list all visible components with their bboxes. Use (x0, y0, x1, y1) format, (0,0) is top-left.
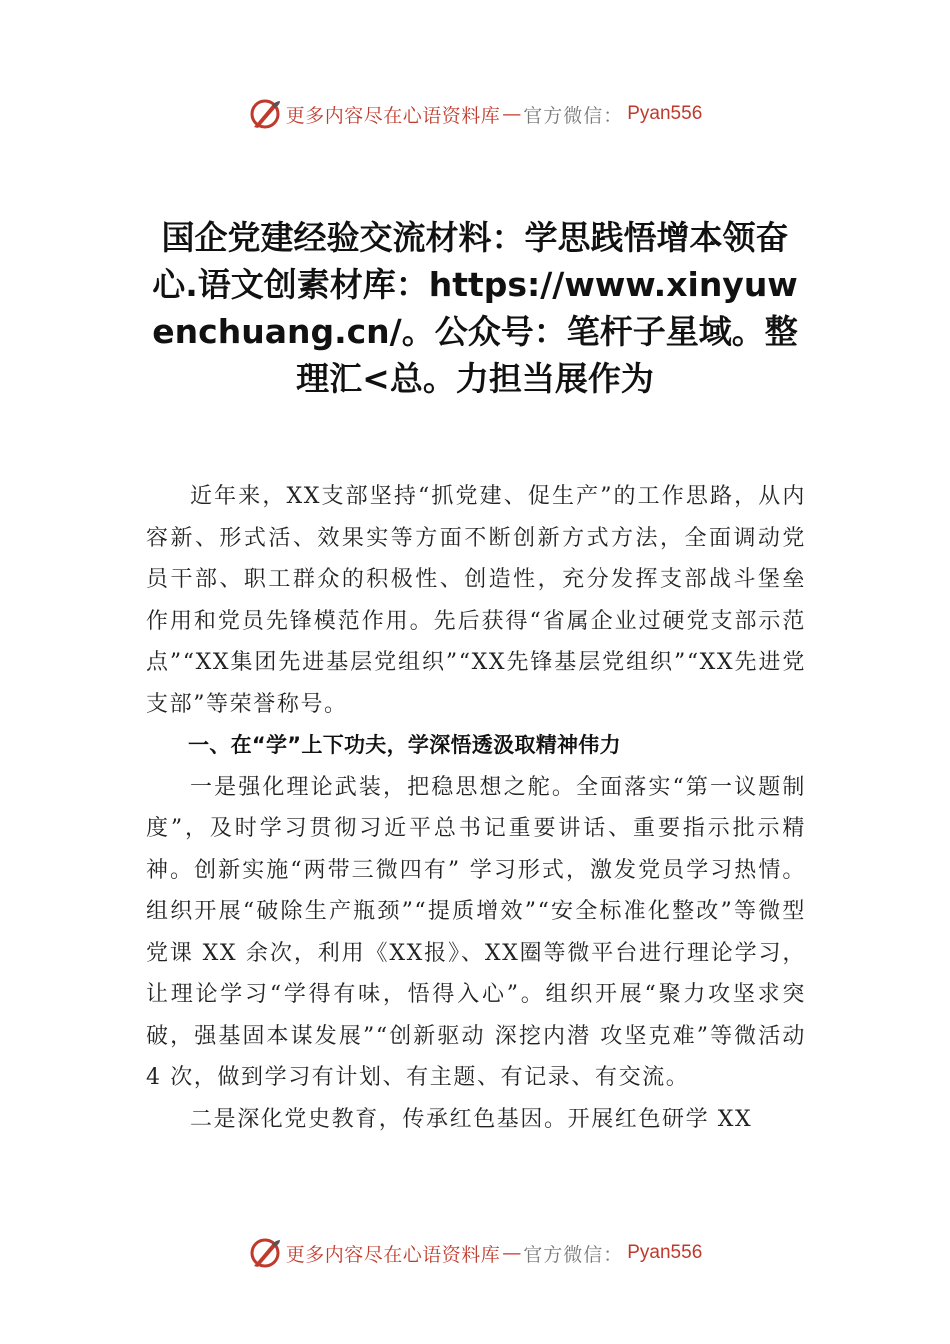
banner-wechat-id: Pyan556 (627, 103, 703, 124)
paragraph-study-2: 二是深化党史教育，传承红色基因。开展红色研学 XX (190, 1106, 753, 1132)
document-body (146, 476, 806, 1140)
footer-banner (0, 1233, 950, 1273)
quill-logo-icon (248, 97, 282, 131)
banner-dash: — (502, 1242, 522, 1264)
paragraph-intro: 近年来，XX支部坚持“抓党建、促生产”的工作思路，从内容新、形式活、效果实等方面不断创新方式方法，全面调动党员干部、职工群众的积极性、创造性，充分发挥支部战斗堡垒作用和党员先锋模范作用。先后获得“省属企业过硬党支部示范点”“XX集团先进基层党组织”“XX先锋基层党组织”“XX先进党支部”等荣誉称号。 (146, 484, 806, 717)
paragraph-study-1: 一是强化理论武装，把稳思想之舵。全面落实“第一议题制度”，及时学习贯彻习近平总书记重要讲话、重要指示批示精神。创新实施“两带三微四有” 学习形式，激发党员学习热情。组织开展“破除生产瓶颈”“提质增效”“安全标准化整改”等微型党课 XX 余次，利用《XX报》、XX圈等微平台进行理论学习，让理论学习“学得有味，悟得入心”。组织开展“聚力攻坚求突破，强基固本谋发展”“创新驱动 深挖内潜 攻坚克难”等微活动 4 次，做到学习有计划、有主题、有记录、有交流。 (146, 774, 806, 1090)
banner-dash: — (502, 103, 522, 125)
banner-wechat-id: Pyan556 (627, 1242, 703, 1263)
document-title: 国企党建经验交流材料：学思践悟增本领奋心.语文创素材库：https://www.xinyuwenchuang.cn/。公众号：笔杆子星域。整理汇<总。力担当展作为 (152, 218, 798, 398)
quill-logo-icon (248, 1236, 282, 1270)
banner-text: 更多内容尽在心语资料库 (285, 1243, 501, 1266)
banner-wechat-label: 官方微信： (523, 104, 624, 127)
header-banner (0, 94, 950, 134)
banner-text: 更多内容尽在心语资料库 (285, 104, 501, 127)
section-heading-1: 一、在“学”上下功夫，学深悟透汲取精神伟力 (188, 733, 621, 757)
banner-wechat-label: 官方微信： (523, 1243, 624, 1266)
